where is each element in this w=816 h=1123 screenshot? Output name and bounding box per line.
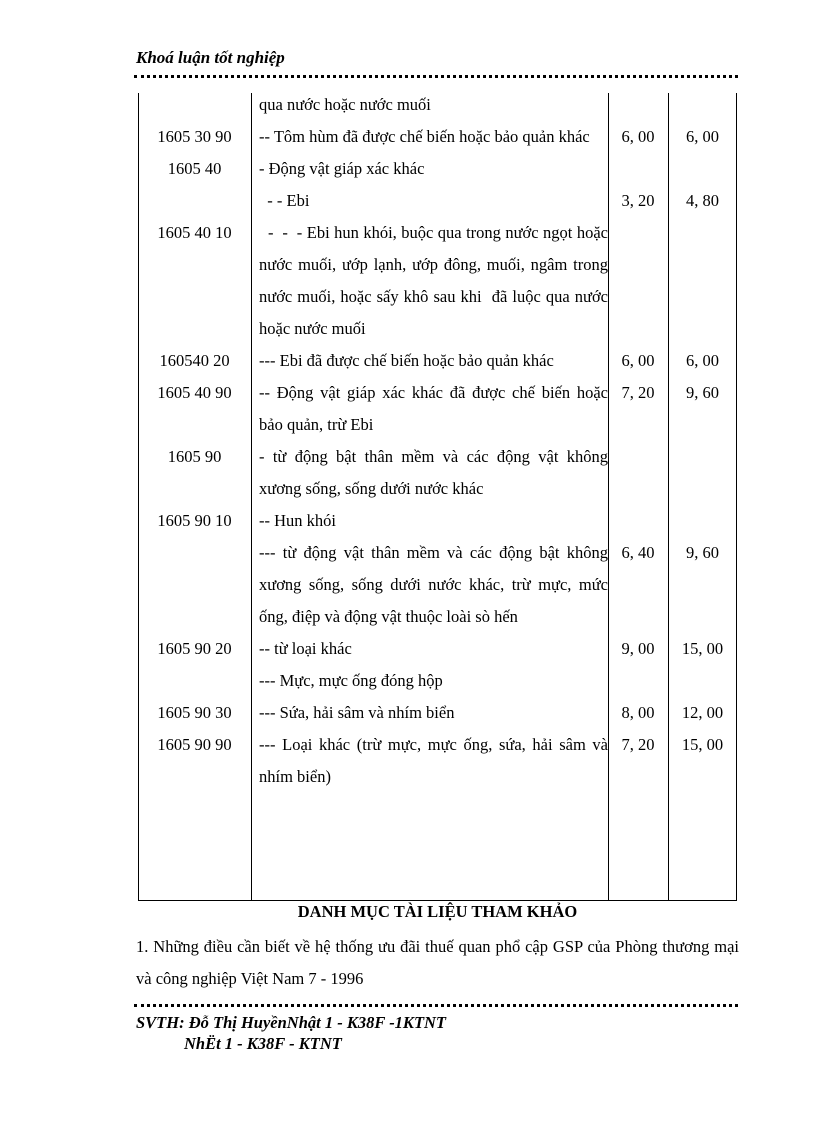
description-cell: --- Sứa, hải sâm và nhím biển	[259, 703, 455, 722]
table-row	[138, 729, 737, 793]
hs-code-cell: 1605 90	[167, 447, 222, 466]
table-row	[138, 153, 737, 185]
description-cell: -- Tôm hùm đã được chế biến hoặc bảo quản khác	[259, 127, 590, 146]
rate-cell	[608, 153, 668, 185]
description-cell: qua nước hoặc nước muối	[259, 95, 431, 114]
rate-cell: 12, 00	[681, 703, 724, 722]
page-header-title: Khoá luận tốt nghiệp	[136, 48, 285, 67]
table-row	[138, 345, 737, 377]
description-cell: - Động vật giáp xác khác	[259, 159, 425, 178]
rate-cell: 15, 00	[681, 735, 724, 754]
description-cell: --- Mực, mực ống đóng hộp	[259, 671, 443, 690]
table-row	[138, 665, 737, 697]
description-cell: - - - Ebi hun khói, buộc qua trong nước ngọt hoặc nước muối, ướp lạnh, ướp đông, muối, ngâm trong nước muối, hoặc sấy khô sau khi đã luộc qua nước hoặc nước muối	[259, 223, 613, 338]
table-row	[138, 537, 737, 633]
rate-cell: 8, 00	[621, 703, 655, 722]
rate-cell: 6, 40	[621, 543, 655, 562]
rate-cell: 15, 00	[681, 639, 724, 658]
rate-cell: 3, 20	[621, 191, 655, 210]
hs-code-cell	[138, 185, 251, 217]
rate-cell: 7, 20	[621, 383, 655, 402]
rate-cell	[668, 217, 737, 345]
rate-cell	[668, 505, 737, 537]
description-cell: --- Loại khác (trừ mực, mực ống, sứa, hải sâm và nhím biển)	[259, 735, 613, 786]
tariff-table	[138, 89, 737, 793]
description-cell: - - Ebi	[259, 191, 310, 210]
hs-code-cell: 1605 90 10	[157, 511, 232, 530]
description-cell: -- Động vật giáp xác khác đã được chế biến hoặc bảo quản, trừ Ebi	[259, 383, 613, 434]
description-cell: --- Ebi đã được chế biến hoặc bảo quản khác	[259, 351, 554, 370]
footer-dotted-rule	[134, 1004, 738, 1007]
hs-code-cell: 1605 90 20	[157, 639, 232, 658]
rate-cell: 6, 00	[686, 127, 719, 146]
table-row	[138, 121, 737, 153]
hs-code-cell: 1605 40 90	[157, 383, 232, 402]
header-dotted-rule	[134, 75, 738, 78]
table-row	[138, 89, 737, 121]
rate-cell	[668, 89, 737, 121]
rate-cell	[608, 505, 668, 537]
table-row	[138, 185, 737, 217]
hs-code-cell	[138, 665, 251, 697]
description-cell: -- từ loại khác	[259, 639, 352, 658]
rate-cell: 9, 00	[621, 639, 655, 658]
rate-cell	[668, 665, 737, 697]
hs-code-cell: 1605 90 30	[157, 703, 232, 722]
hs-code-cell: 1605 30 90	[157, 127, 232, 146]
rate-cell: 6, 00	[621, 351, 655, 370]
table-row	[138, 505, 737, 537]
rate-cell	[668, 441, 737, 505]
table-row	[138, 633, 737, 665]
table-row	[138, 697, 737, 729]
hs-code-cell	[138, 537, 251, 633]
rate-cell: 6, 00	[621, 127, 655, 146]
reference-item: 1. Những điều cần biết về hệ thống ưu đãi thuế quan phổ cập GSP của Phòng thương mại và công nghiệp Việt Nam 7 - 1996	[136, 937, 739, 988]
hs-code-cell	[138, 89, 251, 121]
hs-code-cell: 1605 40	[167, 159, 222, 178]
rate-cell	[668, 153, 737, 185]
rate-cell	[608, 89, 668, 121]
rate-cell	[608, 217, 668, 345]
rate-cell: 6, 00	[686, 351, 719, 370]
hs-code-cell: 160540 20	[159, 351, 230, 370]
rate-cell	[608, 441, 668, 505]
footer-class-line: NhËt 1 - K38F - KTNT	[184, 1034, 342, 1053]
rate-cell: 4, 80	[686, 191, 719, 210]
table-row	[138, 377, 737, 441]
rate-cell: 9, 60	[686, 383, 719, 402]
hs-code-cell: 1605 40 10	[157, 223, 232, 242]
table-row	[138, 441, 737, 505]
hs-code-cell: 1605 90 90	[157, 735, 232, 754]
references-title: DANH MỤC TÀI LIỆU THAM KHẢO	[297, 902, 578, 921]
description-cell: --- từ động vật thân mềm và các động bật không xương sống, sống dưới nước khác, trừ mực, mức ống, điệp và động vật thuộc loài sò hến	[259, 543, 613, 626]
rate-cell	[608, 665, 668, 697]
description-cell: - từ động bật thân mềm và các động vật không xương sống, sống dưới nước khác	[259, 447, 613, 498]
footer-author-line: SVTH: Đỗ Thị HuyềnNhật 1 - K38F -1KTNT	[136, 1013, 447, 1032]
table-row	[138, 217, 737, 345]
rate-cell: 7, 20	[621, 735, 655, 754]
rate-cell: 9, 60	[686, 543, 719, 562]
description-cell: -- Hun khói	[259, 511, 336, 530]
